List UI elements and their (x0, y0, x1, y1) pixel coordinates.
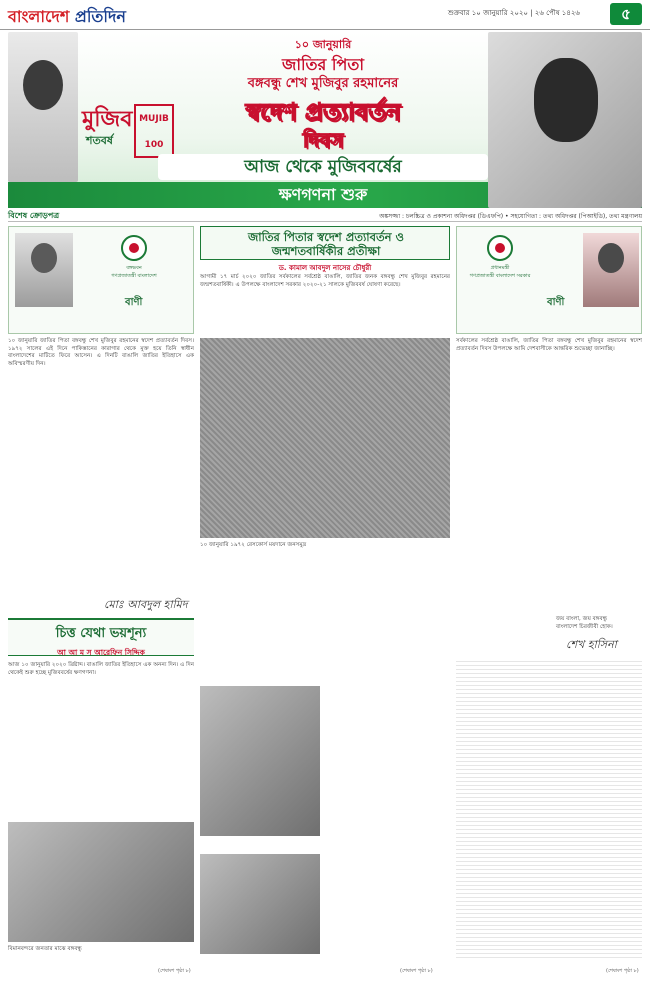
middle-column (200, 226, 450, 976)
dateline: শুক্রবার ১০ জানুয়ারি ২০২০ | ২৬ পৌষ ১৪২৬ (447, 9, 580, 17)
pm-message-body: সর্বকালের সর্বশ্রেষ্ঠ বাঙালি, জাতির পিতা বঙ্গবন্ধু শেখ মুজিবুর রহমানের স্বদেশ প্রত্যাবর্তন দিবস উপলক্ষে আমি দেশবাসীকে আন্তরিক শুভেচ্ছা জানাচ্ছি। (456, 338, 642, 352)
president-message-box (8, 226, 194, 334)
banner-headline: স্বদেশ প্রত্যাবর্তন (245, 97, 401, 126)
emblem-caption-1: বঙ্গভবন (126, 265, 142, 271)
supplement-tag: বিশেষ ক্রোড়পত্র (8, 211, 60, 220)
banner-headline-2: দিবস (302, 128, 344, 152)
president-message-body: ১০ জানুয়ারি জাতির পিতা বঙ্গবন্ধু শেখ মুজিবুর রহমানের স্বদেশ প্রত্যাবর্তন দিবস। ১৯৭২ সালের এই দিনে পাকিস্তানের কারাগার থেকে মুক্ত হয়ে তিনি স্বাধীন বাংলাদেশের মাটিতে ফিরে আসেন। এ দিনটি বাঙালি জাতির ইতিহাসে এক অবিস্মরণীয় দিন। (8, 338, 194, 367)
supplement-credit: অঙ্কসজ্জা : চলচ্চিত্র ও প্রকাশনা অধিদপ্তর (ডিএফপি) • সহযোগিতা : তথ্য অধিদপ্তর (পিআইডি), তথ্য মন্ত্রণালয় (379, 213, 642, 220)
banner-line3: বঙ্গবন্ধু শেখ মুজিবুর রহমানের (247, 76, 399, 91)
right-column (456, 226, 642, 976)
left-article-author: আ আ ম স আরেফিন সিদ্দিক (57, 648, 145, 657)
brand-part1: বাংলাদেশ (8, 7, 70, 26)
supplement-bar (8, 210, 642, 222)
commemorative-banner (8, 32, 642, 208)
pm-portrait (583, 233, 639, 307)
left-article-body: আজ ১০ জানুয়ারি ২০২০ খ্রিষ্টাব্দ। বাঙালি জাতির ইতিহাসে এক অনন্য দিন। এ দিন থেকেই শুরু হচ্ছে মুজিববর্ষের ক্ষণগণনা। (8, 662, 194, 676)
pm-emblem-caption-1: প্রধানমন্ত্রী (490, 265, 510, 271)
left-article-heading (8, 618, 194, 656)
left-continued: (শেষাংশ পৃষ্ঠা ৮) (158, 968, 191, 974)
pm-lower-body (456, 658, 642, 958)
banner-line2: জাতির পিতা (282, 55, 364, 74)
banner-line7: ক্ষণগণনা শুরু (278, 185, 368, 204)
left-article-photo (8, 822, 194, 942)
left-photo-caption: বিমানবন্দরে জনতার মাঝে বঙ্গবন্ধু (8, 946, 82, 952)
masthead (0, 0, 650, 30)
government-emblem-icon (121, 235, 147, 261)
pm-closing-1: জয় বাংলা, জয় বঙ্গবন্ধু (556, 616, 608, 622)
portrait-right (488, 32, 642, 208)
message-title: বাণী (125, 297, 143, 308)
middle-article-author: ড. কামাল আবদুল নাসের চৌধুরী (278, 264, 372, 272)
logo-sub: শতবর্ষ (86, 134, 113, 147)
pm-message-box (456, 226, 642, 334)
logo-mark: MUJIB 100 (134, 104, 174, 158)
middle-article-body: আগামী ১৭ মার্চ ২০২০ জাতির সর্বকালের সর্বশ্রেষ্ঠ বাঙালি, জাতির জনক বঙ্গবন্ধু শেখ মুজিবুর রহমানের জন্মশতবার্ষিকী। এ উপলক্ষে বাংলাদেশ সরকার ২০২০-২১ সালকে মুজিববর্ষ ঘোষণা করেছে। (200, 274, 450, 288)
newspaper-logo (8, 4, 126, 31)
middle-heading-line1: জাতির পিতার স্বদেশ প্রত্যাবর্তন ও (248, 230, 404, 244)
president-signature: মোঃ আবদুল হামিদ (104, 598, 188, 611)
pm-signature: শেখ হাসিনা (566, 638, 617, 651)
banner-date: ১০ জানুয়ারি (294, 38, 352, 51)
left-column (8, 226, 194, 976)
page-number: ৫ (610, 3, 642, 25)
brand-part2: প্রতিদিন (74, 7, 126, 26)
left-article-title: চিত্ত যেথা ভয়শূন্য (55, 626, 147, 641)
pm-message-title: বাণী (547, 297, 565, 308)
pm-closing-2: বাংলাদেশ চিরজীবী হোক। (556, 624, 613, 630)
crowd-photo (200, 338, 450, 538)
emblem-caption-2: গণপ্রজাতন্ত্রী বাংলাদেশ (111, 273, 157, 279)
logo-text: মুজিব (82, 106, 133, 132)
archival-group-photo (200, 854, 320, 954)
middle-heading-line2: জন্মশতবার্ষিকীর প্রতীক্ষা (271, 244, 381, 258)
right-continued: (শেষাংশ পৃষ্ঠা ৮) (606, 968, 639, 974)
middle-photo-caption: ১০ জানুয়ারি ১৯৭২ রেসকোর্স ময়দানে জনসমুদ্র (200, 542, 307, 548)
pm-emblem-icon (487, 235, 513, 261)
middle-article-heading (200, 226, 450, 260)
president-portrait (15, 233, 73, 307)
banner-line6: আজ থেকে মুজিববর্ষের (158, 154, 488, 180)
portrait-left (8, 32, 78, 182)
archival-portrait-photo (200, 686, 320, 836)
pm-emblem-caption-2: গণপ্রজাতন্ত্রী বাংলাদেশ সরকার (469, 273, 531, 279)
middle-continued: (শেষাংশ পৃষ্ঠা ৮) (400, 968, 433, 974)
